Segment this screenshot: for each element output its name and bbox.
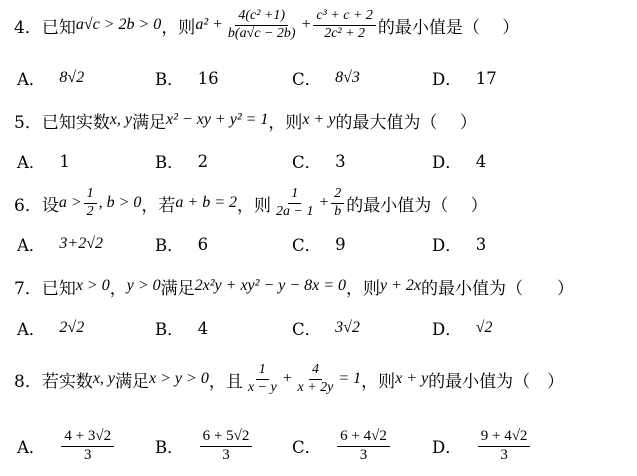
option-letter: A． — [17, 153, 46, 172]
q8-condition: x > y > 0 — [149, 370, 209, 387]
q6-cond-tail: , b > 0 — [98, 194, 142, 211]
q8-vars: x, y — [92, 370, 116, 387]
q4-frac1-num: 4(c² +1) — [235, 8, 288, 25]
option-letter: D． — [432, 438, 462, 457]
option-frac-num: 4 + 3√2 — [61, 428, 114, 446]
option-frac-den: 3 — [359, 446, 368, 463]
q8-option-b-fraction — [200, 428, 253, 464]
q6-cond-frac-num: 1 — [84, 186, 97, 203]
q8-suffix: 的最小值为（ ） — [428, 371, 565, 392]
q5-option-c[interactable] — [292, 146, 346, 176]
option-value: 3+2√2 — [59, 235, 103, 252]
option-value: 8√2 — [59, 69, 85, 86]
q5-condition: x² − xy + y² = 1 — [166, 111, 269, 128]
option-letter: C． — [292, 236, 322, 255]
q6-expr-frac1-den: 2a − 1 — [276, 203, 314, 219]
option-letter: B． — [155, 236, 184, 255]
q6-option-c[interactable] — [292, 229, 346, 259]
option-letter: A． — [17, 320, 46, 339]
q6-option-a[interactable] — [17, 229, 103, 259]
q8-option-c[interactable] — [292, 424, 392, 468]
q6-expr-frac2-num: 2 — [331, 186, 344, 203]
option-letter: D． — [432, 236, 462, 255]
q7-sep: ， — [109, 278, 127, 299]
option-value: 2 — [197, 151, 209, 171]
q7-mid2: ，则 — [346, 278, 381, 299]
q8-mid2: ，且 — [208, 371, 243, 392]
option-letter: C． — [292, 438, 322, 457]
option-value: 9 — [335, 234, 346, 254]
q8-target: x + y — [395, 370, 429, 387]
q5-suffix: 的最大值为（ ） — [335, 112, 477, 133]
q5-prefix: 5．已知实数 — [14, 112, 110, 133]
option-letter: D． — [432, 320, 462, 339]
question-4-options — [0, 63, 637, 93]
q8-expr-frac2-num: 4 — [309, 362, 322, 379]
option-value: 6 — [197, 234, 209, 254]
q8-expr-frac1-num: 1 — [256, 362, 269, 379]
q6-mid2: ，则 — [237, 195, 272, 216]
q8-option-a[interactable] — [17, 424, 116, 468]
q6-suffix: 的最小值为（ ） — [346, 195, 488, 216]
q7-target: y + 2x — [380, 277, 422, 294]
q6-expr-fraction-2 — [331, 186, 344, 219]
question-5-options — [0, 146, 637, 176]
q8-mid: 满足 — [115, 371, 150, 392]
option-frac-den: 3 — [500, 446, 508, 463]
question-8-options — [0, 424, 637, 468]
q6-prefix: 6．设 — [14, 195, 59, 216]
q5-target: x + y — [302, 111, 336, 128]
q8-expr-fraction-1 — [245, 362, 280, 395]
q6-expr-frac1-num: 1 — [288, 186, 301, 203]
option-frac-den: 3 — [222, 446, 230, 463]
q7-option-c[interactable] — [292, 313, 360, 343]
q7-option-d[interactable] — [432, 313, 493, 343]
q5-option-b[interactable] — [155, 146, 208, 176]
q6-expr-fraction-1 — [273, 186, 316, 219]
q5-option-d[interactable] — [432, 146, 486, 176]
q4-condition: a√c > 2b > 0 — [75, 16, 162, 33]
option-letter: D． — [432, 153, 462, 172]
q6-option-d[interactable] — [432, 229, 486, 259]
q6-cond-lead: a > — [58, 194, 82, 211]
option-value: 4 — [197, 318, 209, 338]
q4-mid: ，则 — [161, 17, 196, 38]
option-value: 2√2 — [59, 319, 85, 336]
option-frac-num: 9 + 4√2 — [478, 428, 531, 446]
q5-mid2: ，则 — [268, 112, 303, 133]
q6-condition2: a + b = 2 — [175, 194, 238, 211]
q4-plus: + — [300, 16, 312, 33]
question-6-options — [0, 229, 637, 259]
option-letter: D． — [432, 70, 462, 89]
option-frac-den: 3 — [84, 446, 92, 463]
option-value: 3√2 — [335, 319, 360, 336]
q4-frac2-den: 2c² + 2 — [324, 25, 366, 41]
q6-plus: + — [318, 194, 330, 211]
q8-expr-tail: = 1 — [338, 370, 362, 387]
option-letter: A． — [17, 438, 46, 457]
q4-frac1-den: b(a√c − 2b) — [227, 25, 296, 41]
question-8-stem — [14, 356, 564, 402]
option-value: √2 — [475, 319, 493, 336]
option-frac-num: 6 + 5√2 — [200, 428, 253, 446]
q8-mid3: ，则 — [361, 371, 396, 392]
option-letter: B． — [155, 153, 184, 172]
q8-expr-fraction-2 — [295, 362, 337, 395]
q5-option-a[interactable] — [17, 146, 70, 176]
q6-mid: ，若 — [141, 195, 176, 216]
q8-expr-frac1-den: x − y — [247, 379, 277, 395]
q6-option-b[interactable] — [155, 229, 208, 259]
option-frac-num: 6 + 4√2 — [337, 428, 390, 446]
q5-vars: x, y — [109, 111, 133, 128]
q4-expr-lead: a² + — [195, 16, 223, 33]
q7-cond2: y > 0 — [126, 277, 161, 294]
option-letter: C． — [292, 320, 322, 339]
option-letter: B． — [155, 320, 184, 339]
question-6-stem — [14, 180, 488, 226]
q8-option-c-fraction — [337, 428, 390, 464]
q6-expr-frac2-den: b — [334, 203, 342, 219]
option-letter: B． — [155, 70, 184, 89]
q4-fraction-2 — [313, 8, 376, 41]
option-letter: C． — [292, 70, 322, 89]
q6-cond-frac-den: 2 — [86, 203, 94, 219]
option-value: 1 — [59, 151, 70, 171]
q6-cond-fraction — [84, 186, 97, 219]
q4-option-c[interactable] — [292, 63, 360, 93]
question-7-options — [0, 313, 637, 343]
option-value: 3 — [475, 234, 487, 254]
option-value: 8√3 — [335, 69, 360, 86]
option-value: 3 — [335, 151, 346, 171]
q8-plus: + — [281, 370, 293, 387]
q5-mid: 满足 — [132, 112, 167, 133]
q8-prefix: 8．若实数 — [14, 371, 93, 392]
option-letter: B． — [155, 438, 184, 457]
option-letter: C． — [292, 153, 322, 172]
option-letter: A． — [17, 70, 46, 89]
option-value: 17 — [475, 68, 497, 88]
option-value: 16 — [197, 68, 219, 88]
q4-option-d[interactable] — [432, 63, 497, 93]
q4-fraction-1 — [225, 8, 299, 41]
question-7-stem — [14, 272, 574, 300]
question-4-stem — [14, 3, 519, 47]
q7-option-b[interactable] — [155, 313, 208, 343]
q8-option-d-fraction — [478, 428, 531, 464]
q4-option-a[interactable] — [17, 63, 84, 93]
q8-option-b[interactable] — [155, 424, 254, 468]
question-5-stem — [14, 106, 477, 134]
q8-option-a-fraction — [61, 428, 114, 464]
q7-cond1: x > 0 — [75, 277, 110, 294]
q7-option-a[interactable] — [17, 313, 84, 343]
q4-prefix: 4．已知 — [14, 17, 76, 38]
q7-condition: 2x²y + xy² − y − 8x = 0 — [194, 277, 347, 294]
q7-mid: 满足 — [160, 278, 195, 299]
q8-expr-frac2-den: x + 2y — [297, 379, 334, 395]
q7-prefix: 7．已知 — [14, 278, 76, 299]
option-value: 4 — [475, 151, 487, 171]
q7-suffix: 的最小值为（ ） — [421, 278, 575, 299]
option-letter: A． — [17, 236, 46, 255]
q8-option-d[interactable] — [432, 424, 532, 468]
q4-option-b[interactable] — [155, 63, 219, 93]
q4-suffix: 的最小值是（ ） — [377, 17, 520, 38]
q4-frac2-num: c³ + c + 2 — [313, 8, 376, 25]
